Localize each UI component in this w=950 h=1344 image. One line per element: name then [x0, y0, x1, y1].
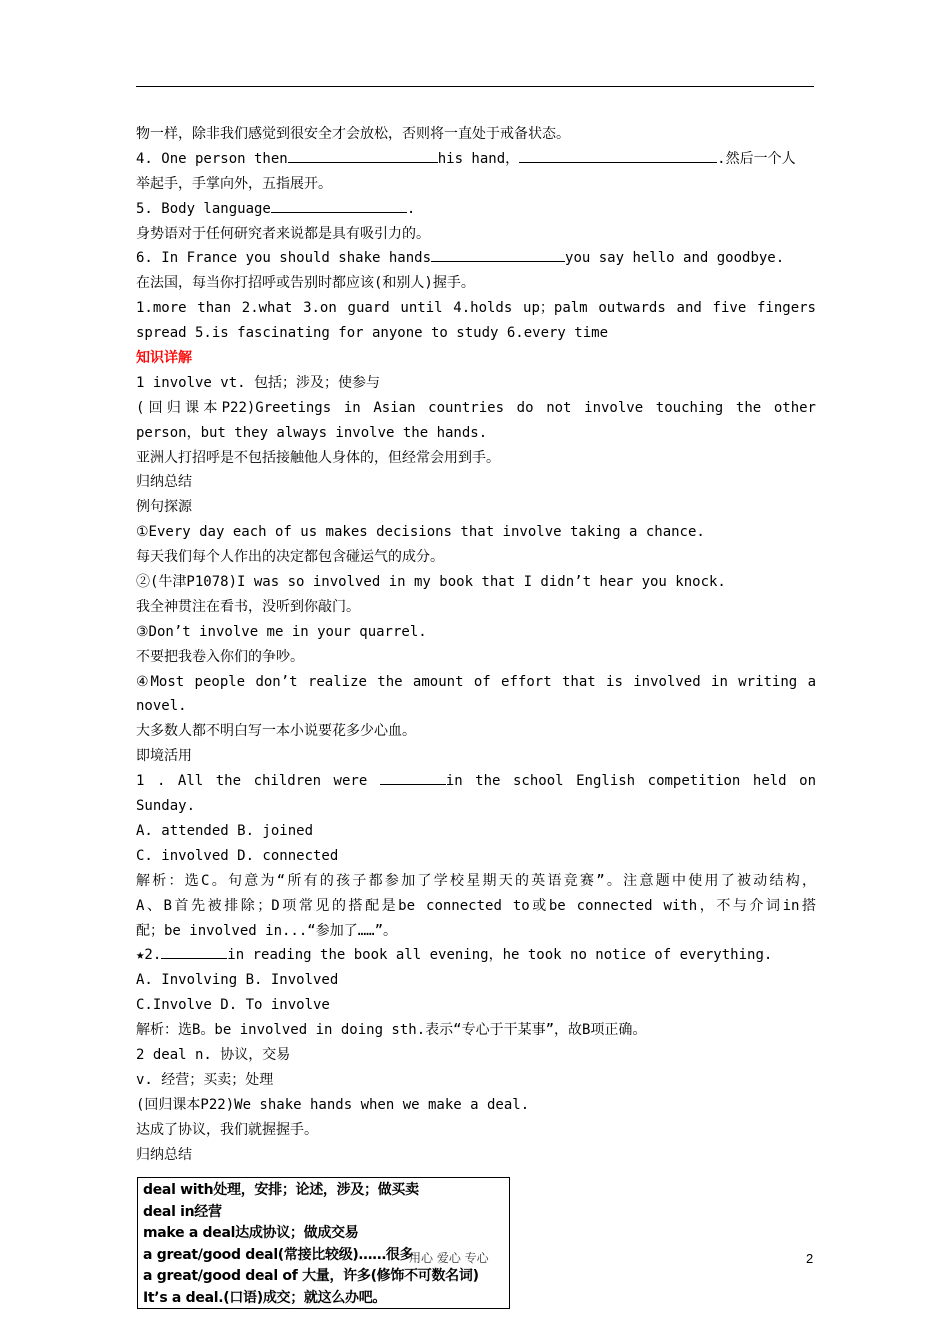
line-fragment: in the school English competition held on	[445, 773, 816, 790]
text-line	[136, 943, 816, 968]
text-line: 配；be involved in...“参加了……”。	[136, 922, 398, 939]
text-line: 身势语对于任何研究者来说都是具有吸引力的。	[136, 225, 430, 242]
summary-line: It’s a deal.(口语)成交；就这么办吧。	[143, 1289, 387, 1306]
text-line: 归纳总结	[136, 474, 192, 491]
text-line: ①Every day each of us makes decisions that involve taking a chance.	[136, 524, 705, 541]
text-line: A. attended B. joined	[136, 822, 314, 839]
page-number: 2	[806, 1251, 814, 1266]
text-line: 即境活用	[136, 748, 192, 765]
text-line: 1.more than 2.what 3.on guard until 4.holds up；palm outwards and five fingers	[136, 300, 816, 317]
text-line: 大多数人都不明白写一本小说要花多少心血。	[136, 723, 416, 740]
text-line: A、B首先被排除；D项常见的搭配是be connected to或be connected with，不与介词in搭	[136, 897, 816, 914]
answer-blank	[519, 148, 717, 163]
summary-line: a great/good deal of 大量，许多(修饰不可数名词)	[143, 1268, 479, 1285]
summary-box-deal	[137, 1177, 510, 1309]
text-line: 在法国，每当你打招呼或告别时都应该(和别人)握手。	[136, 275, 475, 292]
text-line: 达成了协议，我们就握握手。	[136, 1121, 318, 1138]
text-line: 解析：选B。be involved in doing sth.表示“专心于干某事”，故B项正确。	[136, 1022, 647, 1039]
text-line: 物一样，除非我们感觉到很安全才会放松，否则将一直处于戒备状态。	[136, 126, 570, 142]
text-line: novel.	[136, 698, 187, 715]
text-line: ②(牛津P1078)I was so involved in my book that I didn’t hear you knock.	[136, 574, 726, 591]
summary-line: deal with处理，安排；论述，涉及；做买卖	[143, 1182, 419, 1198]
text-line: spread 5.is fascinating for anyone to study 6.every time	[136, 325, 609, 342]
text-line: ③Don’t involve me in your quarrel.	[136, 623, 427, 640]
text-line: 例句探源	[136, 499, 192, 516]
text-line	[136, 197, 816, 222]
text-line: C.Involve D. To involve	[136, 997, 330, 1014]
text-line: (回归课本P22)We shake hands when we make a deal.	[136, 1096, 530, 1113]
document-body	[136, 122, 816, 1167]
text-line: 解析：选C。句意为“所有的孩子都参加了学校星期天的英语竞赛”。注意题中使用了被动结构，	[136, 872, 816, 889]
line-fragment: .然后一个人	[717, 150, 796, 167]
line-fragment: 5. Body language	[136, 200, 271, 217]
text-line: 亚洲人打招呼是不包括接触他人身体的，但经常会用到手。	[136, 449, 500, 466]
text-line: A. Involving B. Involved	[136, 972, 339, 989]
line-fragment: in reading the book all evening，he took no notice of everything.	[227, 947, 773, 964]
line-fragment: ★2.	[136, 947, 162, 964]
summary-line: make a deal达成协议；做成交易	[143, 1225, 359, 1242]
text-line: 1 involve vt. 包括；涉及；使参与	[136, 374, 381, 391]
line-fragment: 1 . All the children were	[136, 773, 380, 790]
text-line: 归纳总结	[136, 1146, 192, 1163]
answer-blank	[161, 944, 227, 959]
text-line: C. involved D. connected	[136, 847, 339, 864]
footer-motto: 用心 爱心 专心	[409, 1251, 489, 1265]
line-fragment: you say hello and goodbye.	[565, 250, 785, 267]
summary-line: deal in经营	[143, 1203, 222, 1220]
line-fragment: 4. One person then	[136, 150, 288, 167]
text-line	[136, 769, 816, 794]
text-line	[136, 246, 816, 271]
text-line: 每天我们每个人作出的决定都包含碰运气的成分。	[136, 549, 444, 566]
text-line: 2 deal n. 协议，交易	[136, 1046, 291, 1063]
text-line: v. 经营；买卖；处理	[136, 1071, 274, 1088]
text-line: 我全神贯注在看书，没听到你敲门。	[136, 598, 360, 615]
section-heading: 知识详解	[136, 350, 192, 367]
text-line: ④Most people don’t realize the amount of effort that is involved in writing a	[136, 673, 816, 690]
summary-line: a great/good deal(常接比较级)……很多	[143, 1246, 414, 1263]
line-fragment: 6. In France you should shake hands	[136, 250, 432, 267]
text-line: (回归课本P22)Greetings in Asian countries do not involve touching the other	[136, 399, 816, 416]
text-line: Sunday.	[136, 798, 196, 815]
header-rule	[136, 86, 814, 87]
text-line: 不要把我卷入你们的争吵。	[136, 648, 304, 665]
answer-blank	[271, 198, 407, 213]
answer-blank	[431, 247, 565, 262]
answer-blank	[288, 148, 438, 163]
answer-blank	[380, 770, 446, 785]
line-fragment: .	[406, 200, 416, 217]
line-fragment: his hand，	[437, 150, 520, 167]
text-line: person，but they always involve the hands.	[136, 424, 488, 441]
text-line	[136, 147, 816, 172]
text-line: 举起手，手掌向外，五指展开。	[136, 175, 332, 192]
